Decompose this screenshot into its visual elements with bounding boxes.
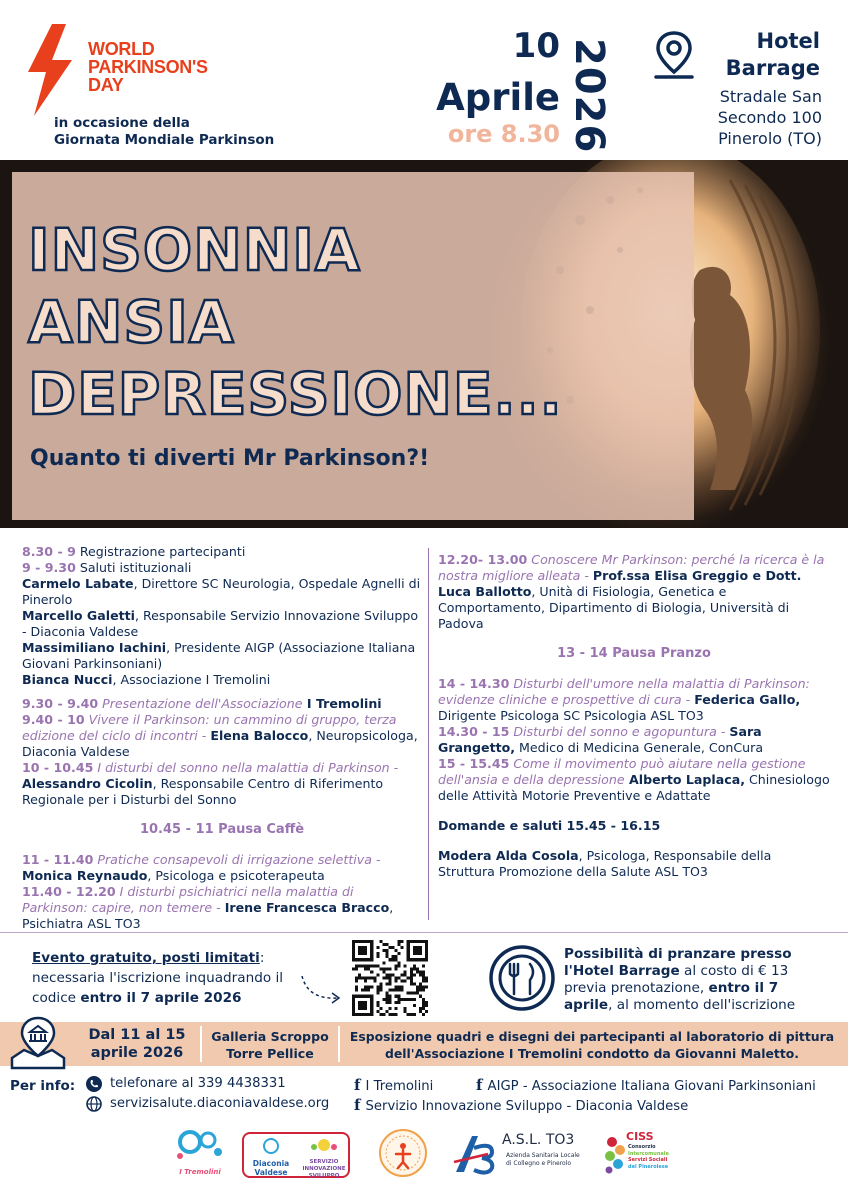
entry-time: 11 - 11.40 (22, 852, 94, 867)
moderator-role: , Psicologa, Responsabile della Struttura Promozione della Salute ASL TO3 (438, 848, 772, 879)
entry-time: 15 - 15.45 (438, 756, 510, 771)
program-entry (438, 724, 830, 756)
moderator (438, 848, 830, 880)
servizio-logo-text: SERVIZIO INNOVAZIONE SVILUPPO (302, 1159, 346, 1179)
entry-dash: - (371, 852, 381, 867)
entry-title: I disturbi psichiatrici nella malattia di Parkinson: capire, non temere (22, 884, 354, 915)
speaker-name: Massimiliano Iachini (22, 640, 167, 655)
entry-title: Conoscere Mr Parkinson: perché la ricerca è la nostra migliore alleata (438, 552, 825, 583)
entry-time: 9.30 - 9.40 (22, 696, 99, 711)
entry-time: 9.40 - 10 (22, 712, 85, 727)
ciss-sub-4: del Pinerolese (628, 1163, 669, 1170)
wpd-line-1: WORLD (88, 39, 155, 59)
facebook-label: Servizio Innovazione Sviluppo - Diaconia Valdese (365, 1099, 689, 1114)
contacts-label-text: Per info (10, 1078, 70, 1094)
tremolini-logo (172, 1126, 228, 1176)
entry-title: Come il movimento può aiutare nella gestione dell'ansia e della depressione (438, 756, 806, 787)
exhibition-description: Esposizione quadri e disegni dei partecipanti al laboratorio di pittura dell'Associazione I Tremolini condotto da Giovanni Maletto. (349, 1029, 835, 1061)
speaker-role: , Direttore SC Neurologia, Ospedale Agnelli di Pinerolo (22, 576, 421, 607)
coffee-break: 10.45 - 11 Pausa Caffè (139, 822, 305, 837)
speaker-name: Marcello Galetti (22, 608, 135, 623)
qa-session (438, 818, 830, 834)
entry-title: Presentazione dell'Associazione (98, 696, 303, 711)
event-time: ore 8.30 (447, 120, 560, 148)
entry-dash: - (681, 692, 695, 707)
asl-sub-1: Azienda Sanitaria Locale (506, 1152, 580, 1159)
band-separator (200, 1026, 202, 1062)
facebook-link-aigp[interactable] (476, 1075, 816, 1094)
speaker-name: Bianca Nucci (22, 672, 113, 687)
lunch-bold-1: Possibilità di pranzare presso l'Hotel Barrage (564, 946, 792, 979)
asl-name: A.S.L. TO3 (502, 1132, 575, 1148)
location-pin-icon (652, 30, 696, 80)
ciss-name: CISS (626, 1130, 654, 1143)
entry-time: 14 - 14.30 (438, 676, 510, 691)
contacts-label (10, 1078, 75, 1094)
plate-cutlery-icon (488, 944, 556, 1012)
program-entry (438, 676, 830, 724)
entry-title: Disturbi dell'umore nella malattia di Parkinson: evidenze cliniche e prospettive di cura (438, 676, 810, 707)
phone-icon (86, 1076, 102, 1092)
program-entry (438, 756, 830, 804)
contact-phone[interactable]: telefonare al 339 4438331 (110, 1076, 286, 1091)
occasion-text (54, 115, 314, 149)
entry-title: Disturbi del sonno e agopuntura (509, 724, 717, 739)
speaker-name: I Tremolini (302, 696, 382, 711)
speaker-role: , Presidente AIGP (Associazione Italiana Giovani Parkinsoniani) (22, 640, 416, 671)
occasion-line-1: in occasione della (54, 115, 190, 131)
exhibition-venue: Galleria Scroppo Torre Pellice (211, 1029, 329, 1061)
program-entry (438, 552, 830, 632)
contacts-colon: : (69, 1078, 76, 1094)
venue-address (660, 86, 822, 149)
asl-logo-mark (452, 1132, 498, 1176)
dashed-arrow-icon (298, 972, 346, 1006)
facebook-label: AIGP - Associazione Italiana Giovani Parkinsoniani (487, 1079, 816, 1094)
entry-time: 12.20- 13.00 (438, 552, 528, 567)
speaker-role: , Unità di Fisiologia, Genetica e Comportamento, Dipartimento di Biologia, Università di Padova (438, 584, 790, 631)
lunch-bold-2: entro il 7 aprile (564, 980, 779, 1013)
speaker-role: Dirigente Psicologa SC Psicologia ASL TO3 (438, 708, 704, 723)
moderator-name: Modera Alda Cosola (438, 848, 579, 863)
speaker-name: Federica Gallo, (694, 692, 801, 707)
speaker-name: Irene Francesca Bracco (224, 900, 390, 915)
ciss-logo-mark (602, 1134, 628, 1174)
registration-text: necessaria l'iscrizione inquadrando il codice (32, 970, 284, 1006)
speaker (22, 608, 422, 640)
entry-time: 14.30 - 15 (438, 724, 510, 739)
world-parkinsons-day-logo (88, 40, 248, 94)
speaker-name: Carmelo Labate (22, 576, 134, 591)
entry-title: I disturbi del sonno nella malattia di Parkinson (93, 760, 390, 775)
speaker (22, 576, 422, 608)
program-entry (22, 852, 422, 884)
exhibition-dates: Dal 11 al 15 aprile 2026 (88, 1027, 186, 1061)
program-entry (22, 712, 422, 760)
lunch-text-1: al costo di € 13 previa prenotazione, (564, 963, 789, 996)
entry-time: 9 - 9.30 (22, 560, 76, 575)
entry-title: Pratiche consapevoli di irrigazione selettiva (93, 852, 372, 867)
title-line-3: DEPRESSIONE... (28, 360, 563, 428)
entry-dash: - (580, 568, 593, 583)
entry-time: 11.40 - 12.20 (22, 884, 116, 899)
entry-text: Registrazione partecipanti (75, 544, 246, 559)
address-line-3: Pinerolo (TO) (718, 129, 822, 148)
speaker-name: Monica Reynaudo (22, 868, 148, 883)
facebook-link-tremolini[interactable] (354, 1075, 433, 1094)
speaker-role: , Psicologa e psicoterapeuta (147, 868, 325, 883)
program-entry (22, 760, 422, 808)
registration-colon: : (259, 950, 265, 966)
globe-icon (86, 1096, 102, 1112)
venue-name-line-2: Barrage (725, 56, 820, 80)
speaker-name: Alberto Laplaca, (624, 772, 745, 787)
speaker-role: , Responsabile Servizio Innovazione Sviluppo - Diaconia Valdese (22, 608, 419, 639)
event-title (28, 214, 728, 430)
title-line-1: INSONNIA (28, 216, 361, 284)
program-left-column (22, 544, 422, 932)
registration-deadline: entro il 7 aprile 2026 (80, 990, 242, 1006)
address-line-2: Secondo 100 (717, 108, 822, 127)
speaker-name: Sara Grangetto, (438, 724, 762, 755)
facebook-icon: f (354, 1076, 361, 1094)
entry-title: Vivere il Parkinson: un cammino di gruppo, terza edizione del ciclo di incontri (22, 712, 397, 743)
speaker-role: , Neuropsicologa, Diaconia Valdese (22, 728, 418, 759)
facebook-link-servizio[interactable] (354, 1095, 688, 1114)
entry-dash: - (716, 724, 730, 739)
occasion-line-2: Giornata Mondiale Parkinson (54, 132, 275, 148)
entry-text: Saluti istituzionali (75, 560, 192, 575)
ciss-sub-1: Consorzio (628, 1144, 656, 1150)
entry-time: 8.30 - 9 (22, 544, 76, 559)
speaker-role: Chinesiologo delle Attività Motorie Preventive e Adattate (438, 772, 830, 803)
speaker-role: , Psichiatra ASL TO3 (22, 900, 394, 931)
program-entry (22, 560, 422, 576)
facebook-icon: f (354, 1096, 361, 1114)
ciss-logo (602, 1130, 672, 1178)
program-entry (22, 544, 422, 560)
ciss-sub-2: Intercomunale (628, 1150, 669, 1157)
venue-name-line-1: Hotel (756, 29, 820, 53)
tremolini-logo-mark (172, 1126, 228, 1164)
speaker-name: Alessandro Cicolin (22, 776, 153, 791)
diaconia-logo (248, 1137, 294, 1177)
servizio-logo (300, 1137, 348, 1180)
event-year-vertical (554, 38, 644, 154)
facebook-icon: f (476, 1076, 483, 1094)
entry-dash: - (389, 760, 399, 775)
servizio-logo-mark (300, 1137, 348, 1155)
footer-separator (0, 932, 848, 933)
program-entry (22, 884, 422, 932)
qr-code[interactable] (352, 940, 428, 1016)
program-right-column (438, 552, 830, 880)
facebook-label: I Tremolini (365, 1079, 434, 1094)
qa-text: Domande e saluti 15.45 - 16.15 (438, 818, 661, 833)
address-line-1: Stradale San (719, 87, 822, 106)
event-year: 2026 (566, 38, 612, 154)
diaconia-logo-text: Diaconia Valdese (252, 1159, 290, 1177)
event-month: Aprile (436, 76, 560, 119)
museum-map-icon (8, 1014, 68, 1070)
registration-heading: Evento gratuito, posti limitati (32, 950, 260, 966)
title-line-2: ANSIA (28, 288, 235, 356)
wpd-line-3: DAY (88, 75, 124, 95)
ciss-sub-3: Servizi Sociali (628, 1157, 668, 1163)
lunch-text-2: , al momento dell'iscrizione (608, 997, 796, 1013)
lunch-info (564, 946, 830, 1014)
speaker (22, 640, 422, 672)
speaker-name: Prof.ssa Elisa Greggio e Dott. Luca Ballotto (438, 568, 802, 599)
entry-dash: - (197, 728, 211, 743)
speaker-role: , Associazione I Tremolini (112, 672, 271, 687)
lunch-break: 13 - 14 Pausa Pranzo (557, 646, 711, 661)
aigp-logo (378, 1128, 428, 1178)
diaconia-servizio-logo (242, 1132, 350, 1178)
event-day: 10 (512, 26, 560, 66)
contact-website[interactable]: servizisalute.diaconiavaldese.org (110, 1096, 330, 1111)
event-subtitle: Quanto ti diverti Mr Parkinson?! (30, 446, 430, 471)
diaconia-logo-mark (248, 1137, 294, 1155)
asl-sub-2: di Collegno e Pinerolo (506, 1160, 572, 1167)
speaker-role: Medico di Medicina Generale, ConCura (515, 740, 764, 755)
entry-dash: - (212, 900, 225, 915)
band-separator (338, 1026, 340, 1062)
venue-name (700, 28, 820, 82)
wpd-line-2: PARKINSON'S (88, 57, 208, 77)
speaker-role: , Responsabile Centro di Riferimento Regionale per i Disturbi del Sonno (22, 776, 384, 807)
registration-info (32, 948, 302, 1008)
program-entry (22, 696, 422, 712)
speaker (22, 672, 422, 688)
ciss-subtext (628, 1144, 669, 1170)
lightning-bolt-icon (22, 24, 76, 116)
entry-time: 10 - 10.45 (22, 760, 94, 775)
tremolini-logo-text: I Tremolini (179, 1168, 221, 1176)
column-divider (428, 548, 429, 920)
speaker-name: Elena Balocco (210, 728, 309, 743)
asl-to3-logo (452, 1132, 582, 1178)
